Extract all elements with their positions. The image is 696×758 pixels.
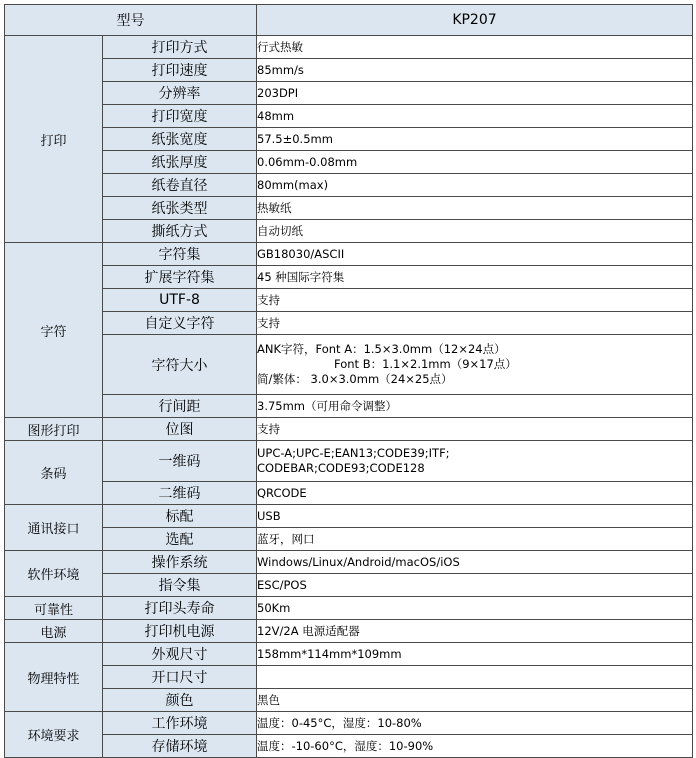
spec-item: 字符集	[103, 243, 257, 266]
spec-value: 45 种国际字符集	[257, 266, 693, 289]
spec-row	[5, 418, 693, 441]
category-print: 打印	[5, 36, 103, 243]
spec-item: 指令集	[103, 574, 257, 597]
spec-row	[5, 128, 693, 151]
spec-row	[5, 735, 693, 758]
spec-item: 打印头寿命	[103, 597, 257, 620]
spec-item: 外观尺寸	[103, 643, 257, 666]
spec-row	[5, 597, 693, 620]
spec-value: 温度：0-45°C，湿度：10-80%	[257, 712, 693, 735]
spec-row	[5, 643, 693, 666]
spec-value	[257, 666, 693, 689]
spec-item: 纸张类型	[103, 197, 257, 220]
spec-item: 选配	[103, 528, 257, 551]
spec-row	[5, 151, 693, 174]
spec-table	[4, 4, 693, 758]
spec-row	[5, 666, 693, 689]
category-graphics: 图形打印	[5, 418, 103, 441]
spec-value: 80mm(max)	[257, 174, 693, 197]
spec-row	[5, 335, 693, 395]
header-row	[5, 5, 693, 36]
model-value: KP207	[257, 5, 693, 36]
spec-value-multiline	[257, 441, 693, 482]
spec-row	[5, 505, 693, 528]
value-line: Font B：1.1×2.1mm（9×17点）	[334, 357, 517, 371]
spec-item: 撕纸方式	[103, 220, 257, 243]
spec-row	[5, 395, 693, 418]
spec-row	[5, 220, 693, 243]
spec-item: 一维码	[103, 441, 257, 482]
spec-row	[5, 482, 693, 505]
spec-row	[5, 312, 693, 335]
spec-item: 打印机电源	[103, 620, 257, 643]
spec-value: 203DPI	[257, 82, 693, 105]
category-barcode: 条码	[5, 441, 103, 505]
value-line: ANK字符，Font A：1.5×3.0mm（12×24点）	[257, 342, 506, 356]
spec-row	[5, 574, 693, 597]
spec-item: 打印宽度	[103, 105, 257, 128]
model-label: 型号	[5, 5, 257, 36]
spec-row	[5, 197, 693, 220]
spec-value: 黑色	[257, 689, 693, 712]
spec-row	[5, 266, 693, 289]
category-physical: 物理特性	[5, 643, 103, 712]
spec-value: 行式热敏	[257, 36, 693, 59]
spec-item: UTF-8	[103, 289, 257, 312]
spec-value: 0.06mm-0.08mm	[257, 151, 693, 174]
spec-row	[5, 243, 693, 266]
value-line: UPC-A;UPC-E;EAN13;CODE39;ITF;	[257, 446, 450, 460]
spec-row	[5, 620, 693, 643]
spec-item: 二维码	[103, 482, 257, 505]
spec-value: 3.75mm（可用命令调整）	[257, 395, 693, 418]
spec-row	[5, 289, 693, 312]
spec-value: 自动切纸	[257, 220, 693, 243]
spec-item: 分辨率	[103, 82, 257, 105]
spec-value: 57.5±0.5mm	[257, 128, 693, 151]
spec-item: 颜色	[103, 689, 257, 712]
spec-row	[5, 441, 693, 482]
spec-value: Windows/Linux/Android/macOS/iOS	[257, 551, 693, 574]
spec-value: 158mm*114mm*109mm	[257, 643, 693, 666]
spec-item: 打印方式	[103, 36, 257, 59]
spec-value: QRCODE	[257, 482, 693, 505]
spec-row	[5, 551, 693, 574]
spec-item: 打印速度	[103, 59, 257, 82]
spec-value: 温度：-10-60°C，湿度：10-90%	[257, 735, 693, 758]
spec-row	[5, 105, 693, 128]
spec-item: 位图	[103, 418, 257, 441]
spec-row	[5, 689, 693, 712]
spec-value: 支持	[257, 289, 693, 312]
spec-item: 纸张宽度	[103, 128, 257, 151]
spec-value: USB	[257, 505, 693, 528]
spec-item: 自定义字符	[103, 312, 257, 335]
spec-value: 48mm	[257, 105, 693, 128]
spec-value: ESC/POS	[257, 574, 693, 597]
spec-item: 扩展字符集	[103, 266, 257, 289]
spec-value: 50Km	[257, 597, 693, 620]
value-line: CODEBAR;CODE93;CODE128	[257, 461, 425, 475]
spec-row	[5, 82, 693, 105]
spec-item: 操作系统	[103, 551, 257, 574]
spec-row	[5, 36, 693, 59]
spec-value-multiline	[257, 335, 693, 395]
spec-value: 热敏纸	[257, 197, 693, 220]
category-interface: 通讯接口	[5, 505, 103, 551]
spec-item: 开口尺寸	[103, 666, 257, 689]
spec-value: 支持	[257, 312, 693, 335]
category-environment: 环境要求	[5, 712, 103, 758]
category-power: 电源	[5, 620, 103, 643]
spec-value: 12V/2A 电源适配器	[257, 620, 693, 643]
spec-row	[5, 59, 693, 82]
category-software: 软件环境	[5, 551, 103, 597]
spec-item: 字符大小	[103, 335, 257, 395]
value-line: 简/繁体： 3.0×3.0mm（24×25点）	[257, 372, 453, 386]
spec-row	[5, 712, 693, 735]
spec-value: 支持	[257, 418, 693, 441]
category-characters: 字符	[5, 243, 103, 418]
spec-value: 蓝牙，网口	[257, 528, 693, 551]
spec-value: 85mm/s	[257, 59, 693, 82]
spec-row	[5, 528, 693, 551]
spec-item: 标配	[103, 505, 257, 528]
spec-item: 纸张厚度	[103, 151, 257, 174]
spec-item: 纸卷直径	[103, 174, 257, 197]
spec-item: 存储环境	[103, 735, 257, 758]
spec-item: 行间距	[103, 395, 257, 418]
spec-row	[5, 174, 693, 197]
spec-value: GB18030/ASCII	[257, 243, 693, 266]
spec-item: 工作环境	[103, 712, 257, 735]
category-reliability: 可靠性	[5, 597, 103, 620]
